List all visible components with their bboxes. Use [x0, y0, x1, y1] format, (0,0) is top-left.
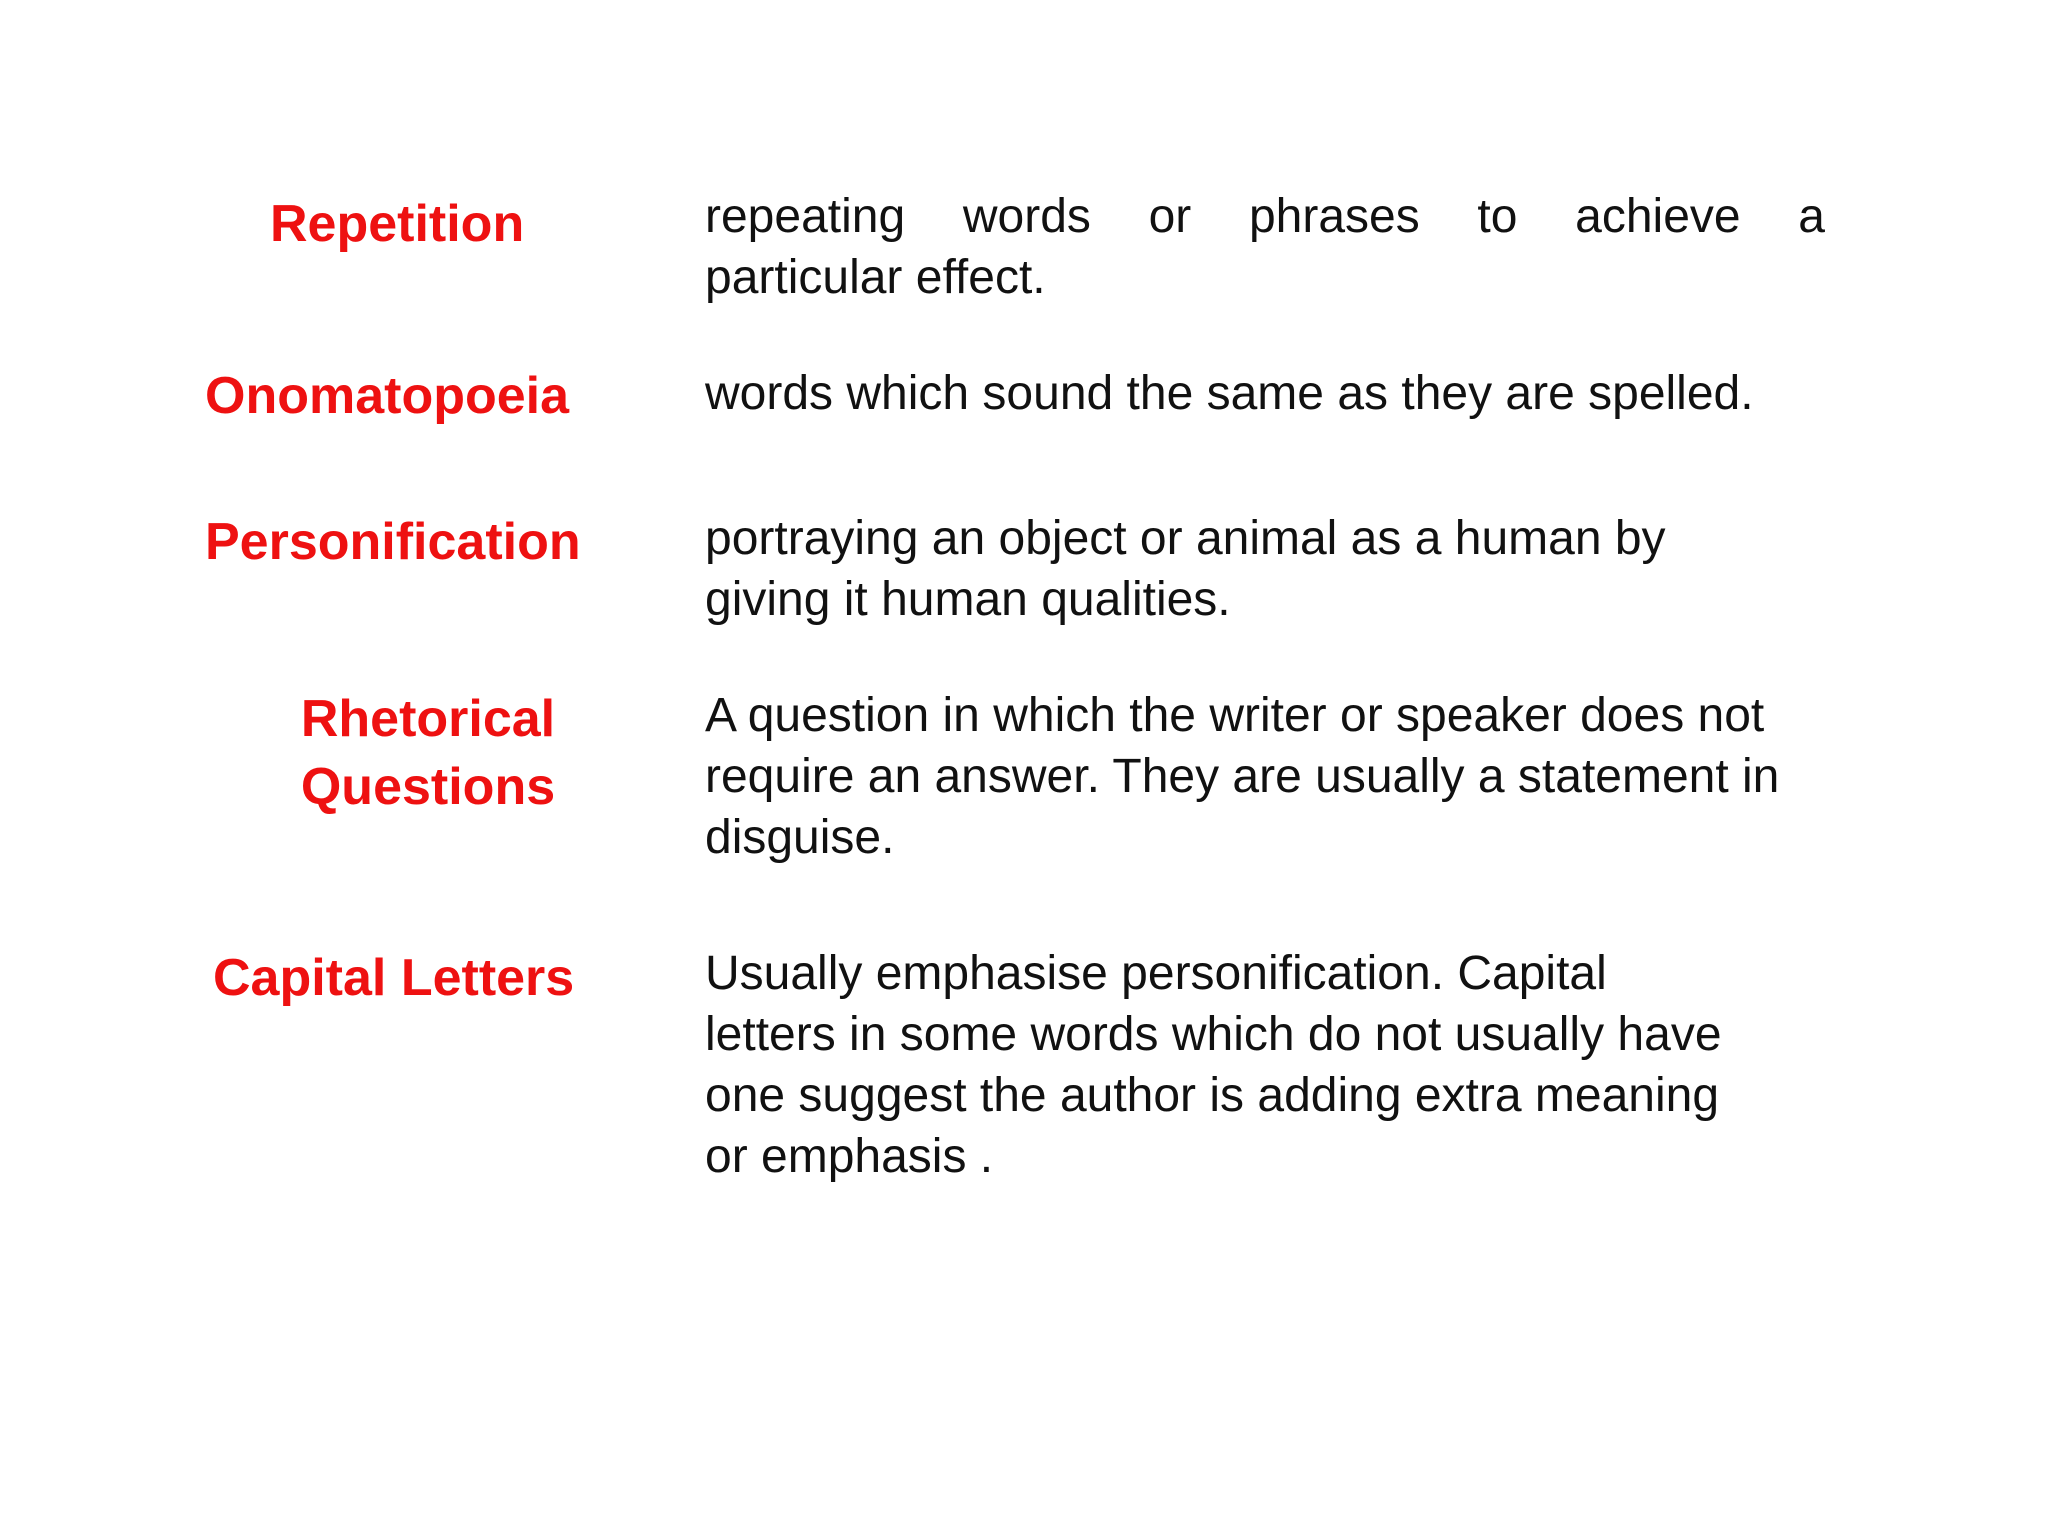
term-personification [205, 508, 581, 576]
definition-capital-letters [705, 943, 1722, 1187]
definition-line: disguise. [705, 811, 895, 864]
definition-onomatopoeia [705, 363, 1754, 424]
term-label-line: Questions [300, 758, 556, 816]
term-label: Capital Letters [213, 949, 575, 1007]
term-label-line: Rhetorical [300, 690, 556, 748]
term-label: Repetition [270, 195, 525, 253]
definition-line: A question in which the writer or speaker does not [705, 689, 1765, 742]
definition-line: repeating words or phrases to achieve a [705, 190, 1825, 243]
definition-line: one suggest the author is adding extra meaning [705, 1069, 1720, 1122]
definition-line: Usually emphasise personification. Capital [705, 947, 1607, 1000]
term-rhetorical-questions [268, 685, 588, 821]
definition-personification [705, 508, 1666, 630]
definition-rhetorical-questions [705, 685, 1779, 868]
term-label: Onomatopoeia [205, 367, 570, 425]
definition-line: words which sound the same as they are spelled. [705, 367, 1754, 420]
definition-line: particular effect. [705, 251, 1046, 304]
definition-line: letters in some words which do not usually have [705, 1008, 1722, 1061]
definition-line: portraying an object or animal as a human by [705, 512, 1666, 565]
definition-line: giving it human qualities. [705, 573, 1231, 626]
definition-line: or emphasis . [705, 1130, 994, 1183]
definition-line: require an answer. They are usually a statement in [705, 750, 1780, 803]
term-onomatopoeia [205, 362, 569, 430]
term-repetition [270, 190, 524, 258]
definition-repetition [705, 186, 1825, 308]
term-capital-letters [213, 944, 574, 1012]
term-label: Personification [205, 513, 581, 571]
